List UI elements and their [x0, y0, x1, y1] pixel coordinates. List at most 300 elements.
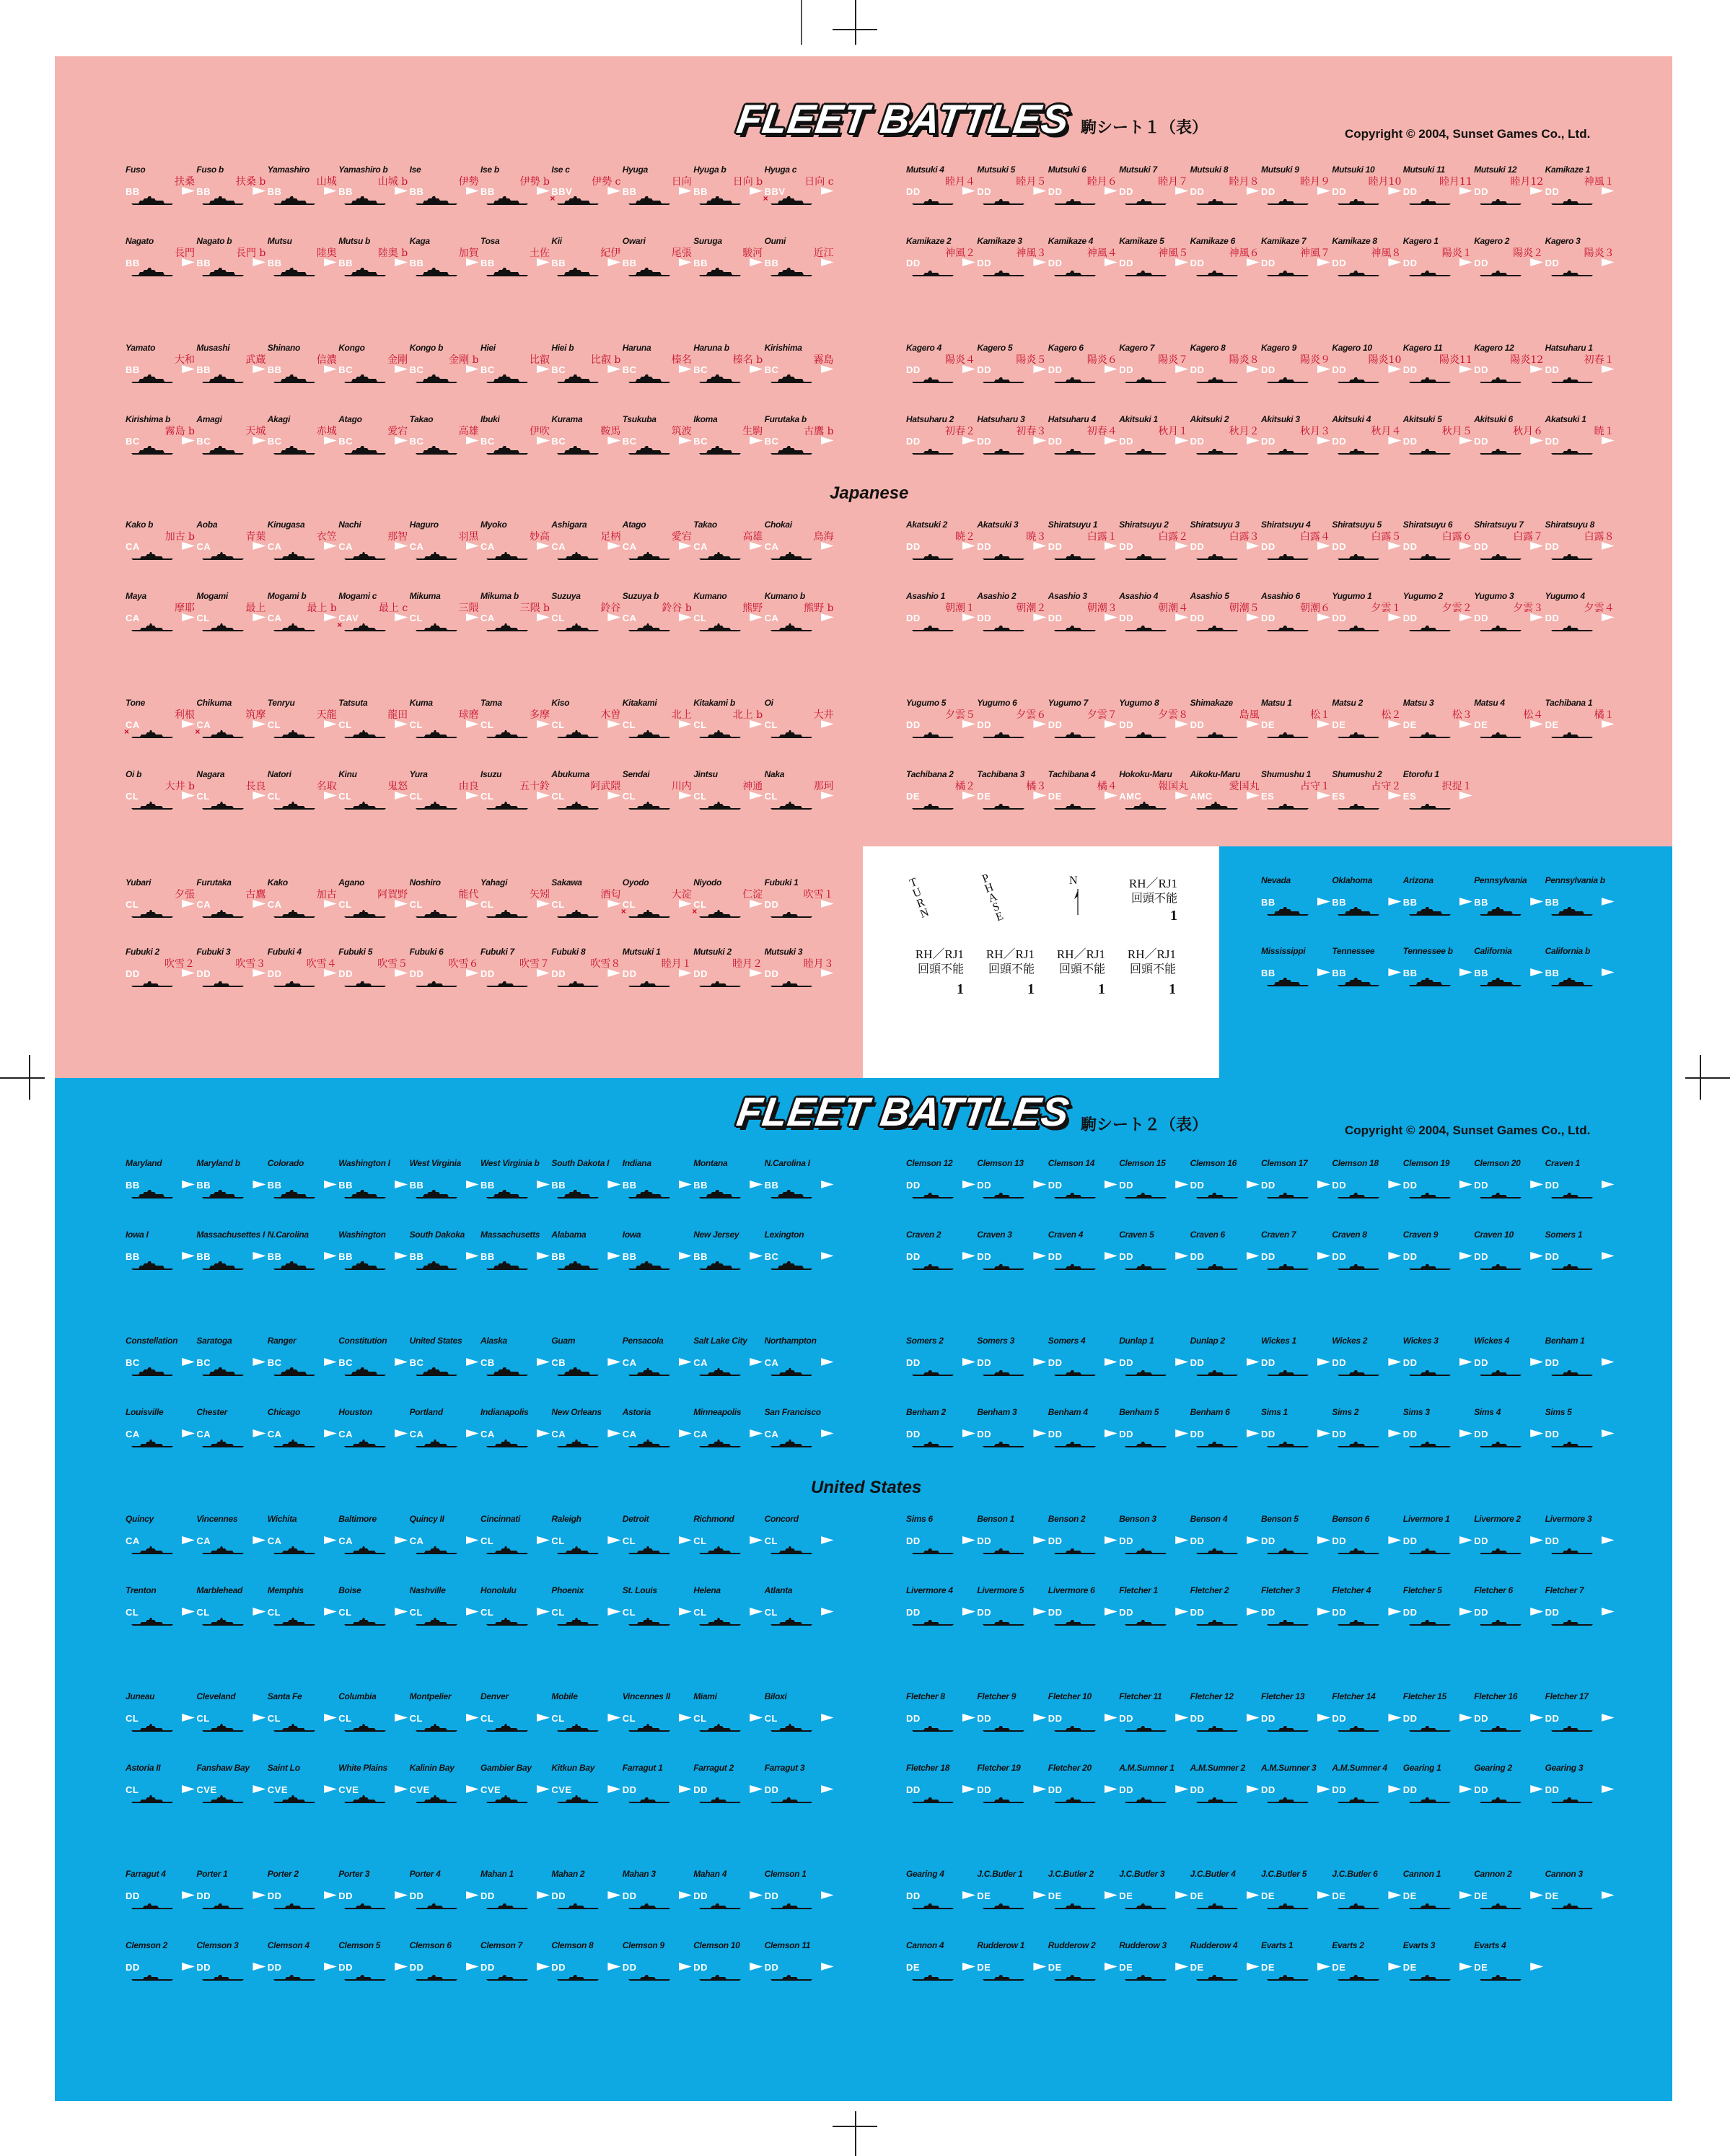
- ship-counter[interactable]: [1545, 946, 1615, 986]
- ship-counter[interactable]: [126, 520, 195, 560]
- ship-counter[interactable]: [977, 1869, 1046, 1909]
- ship-counter[interactable]: [906, 414, 975, 455]
- ship-counter[interactable]: [765, 343, 834, 383]
- ship-counter[interactable]: [268, 698, 337, 738]
- ship-counter[interactable]: [1190, 1869, 1260, 1909]
- ship-counter[interactable]: [977, 343, 1046, 383]
- ship-counter[interactable]: [977, 1514, 1046, 1554]
- ship-counter[interactable]: [1403, 946, 1472, 986]
- ship-counter[interactable]: [268, 1158, 337, 1198]
- ship-counter[interactable]: [1545, 1691, 1615, 1732]
- ship-counter[interactable]: [1048, 165, 1118, 205]
- ship-counter[interactable]: [906, 1691, 975, 1732]
- ship-counter[interactable]: [1403, 1940, 1472, 1981]
- ship-counter[interactable]: [1119, 1763, 1188, 1803]
- ship-counter[interactable]: [1545, 343, 1615, 383]
- ship-counter[interactable]: [623, 947, 692, 987]
- ship-counter[interactable]: [480, 698, 550, 738]
- ship-counter[interactable]: [410, 1158, 479, 1198]
- ship-counter[interactable]: [1190, 591, 1260, 631]
- ship-counter[interactable]: [338, 1230, 408, 1270]
- ship-counter[interactable]: [1119, 1158, 1188, 1198]
- ship-counter[interactable]: [480, 1230, 550, 1270]
- ship-counter[interactable]: [338, 1763, 408, 1803]
- ship-counter[interactable]: [1403, 1336, 1472, 1376]
- ship-counter[interactable]: [1261, 1691, 1330, 1732]
- ship-counter[interactable]: [623, 1940, 692, 1981]
- ship-counter[interactable]: [480, 1585, 550, 1626]
- ship-counter[interactable]: [1332, 1514, 1401, 1554]
- ship-counter[interactable]: [551, 769, 620, 810]
- ship-counter[interactable]: [623, 591, 692, 631]
- ship-counter[interactable]: [1545, 520, 1615, 560]
- ship-counter[interactable]: [1190, 414, 1260, 455]
- ship-counter[interactable]: [338, 165, 408, 205]
- ship-counter[interactable]: [1261, 165, 1330, 205]
- ship-counter[interactable]: [410, 1763, 479, 1803]
- ship-counter[interactable]: [480, 343, 550, 383]
- ship-counter[interactable]: [551, 947, 620, 987]
- ship-counter[interactable]: [1332, 1230, 1401, 1270]
- ship-counter[interactable]: [126, 769, 195, 810]
- ship-counter[interactable]: [1403, 1230, 1472, 1270]
- ship-counter[interactable]: [268, 236, 337, 276]
- ship-counter[interactable]: [1474, 1158, 1543, 1198]
- ship-counter[interactable]: [1474, 1514, 1543, 1554]
- ship-counter[interactable]: [551, 520, 620, 560]
- ship-counter[interactable]: [977, 1407, 1046, 1447]
- ship-counter[interactable]: [480, 520, 550, 560]
- ship-counter[interactable]: [196, 1585, 265, 1626]
- ship-counter[interactable]: [977, 520, 1046, 560]
- ship-counter[interactable]: [480, 1763, 550, 1803]
- ship-counter[interactable]: [410, 947, 479, 987]
- ship-counter[interactable]: [977, 1158, 1046, 1198]
- ship-counter[interactable]: [410, 1691, 479, 1732]
- ship-counter[interactable]: [410, 877, 479, 918]
- ship-counter[interactable]: [906, 236, 975, 276]
- ship-counter[interactable]: [1119, 414, 1188, 455]
- ship-counter[interactable]: [268, 343, 337, 383]
- ship-counter[interactable]: [765, 698, 834, 738]
- ship-counter[interactable]: [1474, 165, 1543, 205]
- ship-counter[interactable]: [1474, 1407, 1543, 1447]
- ship-counter[interactable]: [338, 1940, 408, 1981]
- ship-counter[interactable]: [196, 520, 265, 560]
- ship-counter[interactable]: [268, 769, 337, 810]
- ship-counter[interactable]: [268, 1691, 337, 1732]
- ship-counter[interactable]: [1119, 1407, 1188, 1447]
- ship-counter[interactable]: [268, 591, 337, 631]
- ship-counter[interactable]: [268, 1514, 337, 1554]
- ship-counter[interactable]: [551, 236, 620, 276]
- ship-counter[interactable]: [1403, 343, 1472, 383]
- ship-counter[interactable]: [765, 1763, 834, 1803]
- ship-counter[interactable]: [623, 520, 692, 560]
- ship-counter[interactable]: [1261, 591, 1330, 631]
- ship-counter[interactable]: [551, 1869, 620, 1909]
- ship-counter[interactable]: [196, 1869, 265, 1909]
- ship-counter[interactable]: [977, 414, 1046, 455]
- ship-counter[interactable]: [623, 1407, 692, 1447]
- ship-counter[interactable]: [765, 1691, 834, 1732]
- ship-counter[interactable]: [410, 1230, 479, 1270]
- ship-counter[interactable]: [693, 698, 763, 738]
- ship-counter[interactable]: [1332, 1158, 1401, 1198]
- ship-counter[interactable]: [1474, 698, 1543, 738]
- ship-counter[interactable]: [480, 1158, 550, 1198]
- ship-counter[interactable]: [1403, 520, 1472, 560]
- ship-counter[interactable]: [1119, 1585, 1188, 1626]
- ship-counter[interactable]: [765, 1407, 834, 1447]
- ship-counter[interactable]: [1545, 165, 1615, 205]
- ship-counter[interactable]: [1545, 591, 1615, 631]
- ship-counter[interactable]: [906, 698, 975, 738]
- ship-counter[interactable]: [1545, 1763, 1615, 1803]
- ship-counter[interactable]: [126, 1336, 195, 1376]
- ship-counter[interactable]: [551, 1940, 620, 1981]
- ship-counter[interactable]: [126, 1691, 195, 1732]
- ship-counter[interactable]: [338, 1514, 408, 1554]
- ship-counter[interactable]: [1048, 1336, 1118, 1376]
- ship-counter[interactable]: [1190, 1158, 1260, 1198]
- ship-counter[interactable]: [1474, 1763, 1543, 1803]
- ship-counter[interactable]: [977, 1336, 1046, 1376]
- ship-counter[interactable]: [1190, 1763, 1260, 1803]
- ship-counter[interactable]: [268, 947, 337, 987]
- ship-counter[interactable]: [551, 591, 620, 631]
- ship-counter[interactable]: [410, 1869, 479, 1909]
- ship-counter[interactable]: [1545, 1158, 1615, 1198]
- ship-counter[interactable]: [126, 947, 195, 987]
- ship-counter[interactable]: [126, 1940, 195, 1981]
- ship-counter[interactable]: [693, 1407, 763, 1447]
- turn-marker[interactable]: [899, 877, 968, 950]
- ship-counter[interactable]: [1048, 343, 1118, 383]
- rh-marker-5[interactable]: [1107, 944, 1176, 1016]
- ship-counter[interactable]: [338, 414, 408, 455]
- ship-counter[interactable]: [126, 698, 195, 738]
- ship-counter[interactable]: [1261, 1869, 1330, 1909]
- ship-counter[interactable]: [1332, 698, 1401, 738]
- ship-counter[interactable]: [196, 1514, 265, 1554]
- ship-counter[interactable]: [1261, 946, 1330, 986]
- ship-counter[interactable]: [1332, 1763, 1401, 1803]
- ship-counter[interactable]: [196, 343, 265, 383]
- rh-marker-3[interactable]: [965, 944, 1035, 1016]
- ship-counter[interactable]: [1545, 698, 1615, 738]
- ship-counter[interactable]: [196, 1940, 265, 1981]
- ship-counter[interactable]: [410, 414, 479, 455]
- ship-counter[interactable]: [196, 591, 265, 631]
- ship-counter[interactable]: [268, 165, 337, 205]
- ship-counter[interactable]: [551, 1514, 620, 1554]
- ship-counter[interactable]: [906, 591, 975, 631]
- ship-counter[interactable]: [1332, 343, 1401, 383]
- ship-counter[interactable]: [977, 698, 1046, 738]
- ship-counter[interactable]: [1261, 1230, 1330, 1270]
- ship-counter[interactable]: [196, 1407, 265, 1447]
- ship-counter[interactable]: [1261, 769, 1330, 810]
- ship-counter[interactable]: [126, 1514, 195, 1554]
- ship-counter[interactable]: [338, 877, 408, 918]
- ship-counter[interactable]: [1261, 1763, 1330, 1803]
- ship-counter[interactable]: [1403, 875, 1472, 916]
- ship-counter[interactable]: [693, 1869, 763, 1909]
- ship-counter[interactable]: [196, 1336, 265, 1376]
- ship-counter[interactable]: [551, 1691, 620, 1732]
- ship-counter[interactable]: [765, 769, 834, 810]
- ship-counter[interactable]: [693, 1336, 763, 1376]
- ship-counter[interactable]: [1474, 1336, 1543, 1376]
- ship-counter[interactable]: [551, 414, 620, 455]
- ship-counter[interactable]: [765, 877, 834, 918]
- ship-counter[interactable]: [1403, 698, 1472, 738]
- rh-marker-4[interactable]: [1036, 944, 1105, 1016]
- ship-counter[interactable]: [480, 769, 550, 810]
- ship-counter[interactable]: [196, 1763, 265, 1803]
- ship-counter[interactable]: [268, 1585, 337, 1626]
- ship-counter[interactable]: [1190, 769, 1260, 810]
- ship-counter[interactable]: [126, 236, 195, 276]
- ship-counter[interactable]: [126, 1158, 195, 1198]
- ship-counter[interactable]: [765, 236, 834, 276]
- ship-counter[interactable]: [126, 1230, 195, 1270]
- ship-counter[interactable]: [1119, 1691, 1188, 1732]
- ship-counter[interactable]: [1545, 1407, 1615, 1447]
- ship-counter[interactable]: [693, 1230, 763, 1270]
- ship-counter[interactable]: [1403, 1691, 1472, 1732]
- ship-counter[interactable]: [268, 1763, 337, 1803]
- ship-counter[interactable]: [1474, 343, 1543, 383]
- ship-counter[interactable]: [765, 1585, 834, 1626]
- ship-counter[interactable]: [1474, 1691, 1543, 1732]
- ship-counter[interactable]: [480, 1940, 550, 1981]
- ship-counter[interactable]: [765, 1230, 834, 1270]
- ship-counter[interactable]: [906, 1514, 975, 1554]
- ship-counter[interactable]: [338, 1585, 408, 1626]
- ship-counter[interactable]: [410, 236, 479, 276]
- ship-counter[interactable]: [551, 1230, 620, 1270]
- ship-counter[interactable]: [1119, 1869, 1188, 1909]
- ship-counter[interactable]: [410, 1585, 479, 1626]
- ship-counter[interactable]: [1190, 236, 1260, 276]
- ship-counter[interactable]: [410, 1940, 479, 1981]
- ship-counter[interactable]: [338, 1691, 408, 1732]
- ship-counter[interactable]: [1261, 875, 1330, 916]
- ship-counter[interactable]: [1048, 1691, 1118, 1732]
- ship-counter[interactable]: [196, 165, 265, 205]
- ship-counter[interactable]: [1332, 591, 1401, 631]
- ship-counter[interactable]: [1048, 769, 1118, 810]
- ship-counter[interactable]: [1261, 236, 1330, 276]
- ship-counter[interactable]: [126, 1869, 195, 1909]
- ship-counter[interactable]: [1190, 1585, 1260, 1626]
- ship-counter[interactable]: [551, 1585, 620, 1626]
- ship-counter[interactable]: [1474, 1230, 1543, 1270]
- ship-counter[interactable]: [1332, 875, 1401, 916]
- ship-counter[interactable]: [1190, 520, 1260, 560]
- ship-counter[interactable]: [1332, 236, 1401, 276]
- ship-counter[interactable]: [1261, 1407, 1330, 1447]
- ship-counter[interactable]: [1119, 1940, 1188, 1981]
- ship-counter[interactable]: [551, 698, 620, 738]
- ship-counter[interactable]: [551, 1336, 620, 1376]
- ship-counter[interactable]: [196, 1230, 265, 1270]
- ship-counter[interactable]: [338, 520, 408, 560]
- ship-counter[interactable]: [1545, 236, 1615, 276]
- ship-counter[interactable]: [1545, 1514, 1615, 1554]
- ship-counter[interactable]: [126, 165, 195, 205]
- ship-counter[interactable]: [196, 1691, 265, 1732]
- ship-counter[interactable]: [268, 1230, 337, 1270]
- ship-counter[interactable]: [693, 165, 763, 205]
- phase-marker[interactable]: [978, 873, 1048, 945]
- ship-counter[interactable]: [551, 343, 620, 383]
- ship-counter[interactable]: [1119, 1230, 1188, 1270]
- ship-counter[interactable]: [623, 1691, 692, 1732]
- ship-counter[interactable]: [1545, 1869, 1615, 1909]
- ship-counter[interactable]: [906, 1585, 975, 1626]
- ship-counter[interactable]: [906, 769, 975, 810]
- ship-counter[interactable]: [765, 1336, 834, 1376]
- ship-counter[interactable]: [1261, 520, 1330, 560]
- ship-counter[interactable]: [126, 414, 195, 455]
- ship-counter[interactable]: [1474, 236, 1543, 276]
- ship-counter[interactable]: [977, 769, 1046, 810]
- ship-counter[interactable]: [268, 877, 337, 918]
- ship-counter[interactable]: [693, 947, 763, 987]
- ship-counter[interactable]: [1474, 946, 1543, 986]
- ship-counter[interactable]: [693, 1514, 763, 1554]
- ship-counter[interactable]: [338, 698, 408, 738]
- ship-counter[interactable]: [906, 165, 975, 205]
- ship-counter[interactable]: [196, 236, 265, 276]
- ship-counter[interactable]: [765, 520, 834, 560]
- ship-counter[interactable]: [693, 343, 763, 383]
- ship-counter[interactable]: [551, 1158, 620, 1198]
- ship-counter[interactable]: [693, 1585, 763, 1626]
- ship-counter[interactable]: [480, 1691, 550, 1732]
- ship-counter[interactable]: [1261, 698, 1330, 738]
- ship-counter[interactable]: [1190, 1407, 1260, 1447]
- ship-counter[interactable]: [693, 236, 763, 276]
- ship-counter[interactable]: [268, 1336, 337, 1376]
- ship-counter[interactable]: [1332, 1336, 1401, 1376]
- ship-counter[interactable]: [480, 591, 550, 631]
- ship-counter[interactable]: [906, 1336, 975, 1376]
- ship-counter[interactable]: [1048, 1158, 1118, 1198]
- ship-counter[interactable]: [1474, 414, 1543, 455]
- ship-counter[interactable]: [977, 591, 1046, 631]
- ship-counter[interactable]: [1332, 414, 1401, 455]
- ship-counter[interactable]: [906, 1407, 975, 1447]
- ship-counter[interactable]: [196, 769, 265, 810]
- ship-counter[interactable]: [693, 1940, 763, 1981]
- ship-counter[interactable]: [338, 591, 408, 631]
- ship-counter[interactable]: [480, 236, 550, 276]
- ship-counter[interactable]: [623, 414, 692, 455]
- ship-counter[interactable]: [1261, 1940, 1330, 1981]
- ship-counter[interactable]: [1545, 1585, 1615, 1626]
- ship-counter[interactable]: [693, 877, 763, 918]
- ship-counter[interactable]: [1403, 769, 1472, 810]
- ship-counter[interactable]: [1403, 591, 1472, 631]
- ship-counter[interactable]: [906, 343, 975, 383]
- ship-counter[interactable]: [1332, 165, 1401, 205]
- ship-counter[interactable]: [906, 520, 975, 560]
- ship-counter[interactable]: [765, 1869, 834, 1909]
- ship-counter[interactable]: [693, 1158, 763, 1198]
- ship-counter[interactable]: [1119, 165, 1188, 205]
- ship-counter[interactable]: [1261, 1585, 1330, 1626]
- ship-counter[interactable]: [268, 1940, 337, 1981]
- ship-counter[interactable]: [765, 414, 834, 455]
- ship-counter[interactable]: [693, 591, 763, 631]
- ship-counter[interactable]: [1261, 414, 1330, 455]
- ship-counter[interactable]: [480, 947, 550, 987]
- ship-counter[interactable]: [410, 343, 479, 383]
- ship-counter[interactable]: [1190, 165, 1260, 205]
- ship-counter[interactable]: [1403, 1763, 1472, 1803]
- ship-counter[interactable]: [623, 343, 692, 383]
- ship-counter[interactable]: [1474, 520, 1543, 560]
- ship-counter[interactable]: [623, 698, 692, 738]
- ship-counter[interactable]: [623, 1869, 692, 1909]
- ship-counter[interactable]: [1119, 520, 1188, 560]
- ship-counter[interactable]: [338, 1158, 408, 1198]
- ship-counter[interactable]: [1332, 520, 1401, 560]
- ship-counter[interactable]: [765, 1940, 834, 1981]
- ship-counter[interactable]: [1048, 1230, 1118, 1270]
- ship-counter[interactable]: [1403, 414, 1472, 455]
- ship-counter[interactable]: [1048, 1869, 1118, 1909]
- ship-counter[interactable]: [693, 1691, 763, 1732]
- ship-counter[interactable]: [623, 1230, 692, 1270]
- ship-counter[interactable]: [1048, 414, 1118, 455]
- ship-counter[interactable]: [268, 1407, 337, 1447]
- ship-counter[interactable]: [480, 877, 550, 918]
- ship-counter[interactable]: [126, 1585, 195, 1626]
- ship-counter[interactable]: [480, 1407, 550, 1447]
- ship-counter[interactable]: [1332, 946, 1401, 986]
- ship-counter[interactable]: [1048, 1940, 1118, 1981]
- ship-counter[interactable]: [906, 1763, 975, 1803]
- ship-counter[interactable]: [1048, 698, 1118, 738]
- ship-counter[interactable]: [1190, 1514, 1260, 1554]
- ship-counter[interactable]: [977, 236, 1046, 276]
- ship-counter[interactable]: [338, 1336, 408, 1376]
- rh-marker-1[interactable]: [1102, 873, 1177, 945]
- ship-counter[interactable]: [1332, 769, 1401, 810]
- ship-counter[interactable]: [126, 591, 195, 631]
- ship-counter[interactable]: [765, 165, 834, 205]
- ship-counter[interactable]: [1474, 875, 1543, 916]
- ship-counter[interactable]: [1403, 1585, 1472, 1626]
- ship-counter[interactable]: [410, 1407, 479, 1447]
- ship-counter[interactable]: [126, 1407, 195, 1447]
- ship-counter[interactable]: [977, 1691, 1046, 1732]
- ship-counter[interactable]: [1119, 769, 1188, 810]
- ship-counter[interactable]: [268, 520, 337, 560]
- ship-counter[interactable]: [1545, 1230, 1615, 1270]
- ship-counter[interactable]: [1190, 698, 1260, 738]
- ship-counter[interactable]: [1190, 1230, 1260, 1270]
- ship-counter[interactable]: [693, 414, 763, 455]
- ship-counter[interactable]: [1403, 1514, 1472, 1554]
- ship-counter[interactable]: [126, 877, 195, 918]
- ship-counter[interactable]: [1332, 1691, 1401, 1732]
